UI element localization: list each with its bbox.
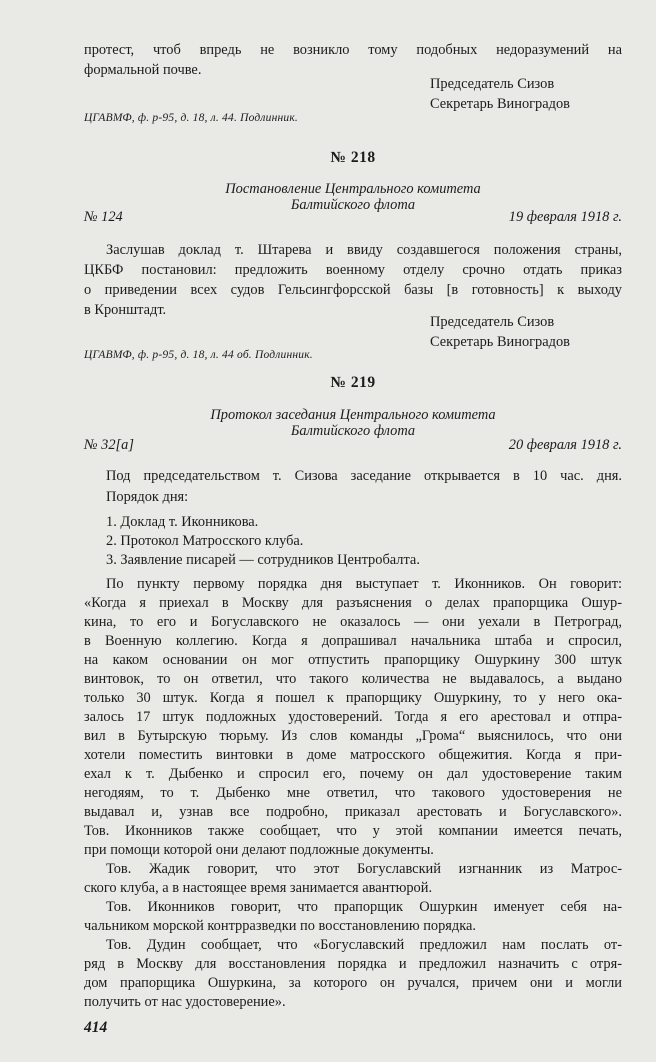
doc219-agenda-item-2: 2. Протокол Матросского клуба. [106, 533, 304, 549]
doc219-opening: Под председательством т. Сизова заседание открывается в 10 час. дня. [106, 468, 622, 484]
top-signature-chairman: Председатель Сизов [430, 76, 555, 92]
doc219-body-line-18: Тов. Иконников говорит, что прапорщик Ошуркин именует себя на- [106, 899, 622, 915]
doc218-text-line-2: ЦКБФ постановил: предложить военному отделу срочно отдать приказ [84, 262, 622, 278]
doc219-number: № 219 [330, 374, 376, 391]
top-source-note: ЦГАВМФ, ф. р-95, д. 18, л. 44. Подлинник. [84, 112, 298, 124]
doc218-title-line-1: Постановление Центрального комитета [225, 181, 481, 197]
doc219-body-line-8: залось 17 штук подложных удостоверений. Тогда я его арестовал и отпра- [84, 709, 622, 725]
top-line-2: формальной почве. [84, 62, 202, 78]
doc219-title-line-2: Балтийского флота [290, 423, 416, 439]
doc219-ref: № 32[а] [84, 437, 134, 453]
doc218-number: № 218 [330, 149, 376, 166]
doc219-body-line-7: только 30 штук. Когда я пошел к прапорщику Ошуркину, то у него ока- [84, 690, 622, 706]
doc219-body-line-23: получить от нас удостоверение». [84, 994, 286, 1010]
doc219-body-line-10: хотели поместить винтовки в доме матросского общежития. Когда я при- [84, 747, 622, 763]
doc219-body-line-3: кина, то его и Богуславского не оказалось — они уехали в Петроград, [84, 614, 622, 630]
doc219-body-line-14: Тов. Иконников также сообщает, что у этой компании имеется печать, [84, 823, 622, 839]
doc218-signature-secretary: Секретарь Виноградов [430, 334, 570, 350]
doc219-body-line-4: в Военную коллегию. Когда я допрашивал начальника штаба и спросил, [84, 633, 622, 649]
doc219-body-line-1: По пункту первому порядка дня выступает т. Иконников. Он говорит: [106, 576, 622, 592]
doc219-body-line-16: Тов. Жадик говорит, что этот Богуславский изгнанник из Матрос- [106, 861, 622, 877]
doc219-body-line-6: винтовок, то он ответил, что такого количества не выдавалось, а выдано [84, 671, 622, 687]
doc219-date: 20 февраля 1918 г. [508, 437, 622, 453]
doc218-ref: № 124 [84, 209, 123, 225]
doc218-source-note: ЦГАВМФ, ф. р-95, д. 18, л. 44 об. Подлинник. [84, 349, 313, 361]
doc219-meta [84, 435, 622, 455]
doc219-body-line-17: ского клуба, а в настоящее время занимается авантюрой. [84, 880, 433, 896]
doc219-body-line-20: Тов. Дудин сообщает, что «Богуславский предложил нам послать от- [106, 937, 622, 953]
doc219-body-line-11: ехал к т. Дыбенко и спросил его, почему он дал удостоверение таким [84, 766, 622, 782]
doc219-body-line-15: при помощи которой они делают подложные документы. [84, 842, 434, 858]
doc219-body-line-5: на каком основании он мог отпустить прапорщику Ошуркину 300 штук [84, 652, 622, 668]
page-number: 414 [84, 1019, 108, 1036]
doc218-signature-chairman: Председатель Сизов [430, 314, 555, 330]
doc218-date: 19 февраля 1918 г. [508, 209, 622, 225]
doc218-meta [84, 207, 622, 227]
top-signature-secretary: Секретарь Виноградов [430, 96, 570, 112]
doc218-title-line-2: Балтийского флота [290, 197, 416, 213]
doc219-body-line-13: выдавал и, узнав все подробно, приказал арестовать и Богуславского». [84, 804, 622, 820]
doc219-body-line-19: чальником морской контрразведки по восстановлению порядка. [84, 918, 477, 934]
doc219-agenda-label: Порядок дня: [106, 489, 189, 505]
doc219-body-line-2: «Когда я приехал в Москву для разъяснения о делах прапорщика Ошур- [84, 595, 622, 611]
doc219-title-line-1: Протокол заседания Центрального комитета [210, 407, 496, 423]
doc219-agenda-item-1: 1. Доклад т. Иконникова. [106, 514, 259, 530]
doc219-body-line-12: негодяям, то т. Дыбенко мне ответил, что такового удостоверения не [84, 785, 622, 801]
doc219-agenda-item-3: 3. Заявление писарей — сотрудников Центробалта. [106, 552, 420, 568]
top-line-1: протест, чтоб впредь не возникло тому подобных недоразумений на [84, 42, 622, 58]
doc219-body-line-21: ряд в Москву для восстановления порядка и предложил назначить с отря- [84, 956, 622, 972]
doc218-text-line-3: о приведении всех судов Гельсингфорсской базы [в готовность] к выходу [84, 282, 622, 298]
doc218-text-line-1: Заслушав доклад т. Штарева и ввиду создавшегося положения страны, [106, 242, 622, 258]
doc219-body-line-22: дом прапорщика Ошуркина, за которого он ручался, причем они и могли [84, 975, 622, 991]
doc218-text-line-4: в Кронштадт. [84, 302, 167, 318]
doc219-body-line-9: вил в Бутырскую тюрьму. Из слов команды „Грома“ выяснилось, что они [84, 728, 622, 744]
